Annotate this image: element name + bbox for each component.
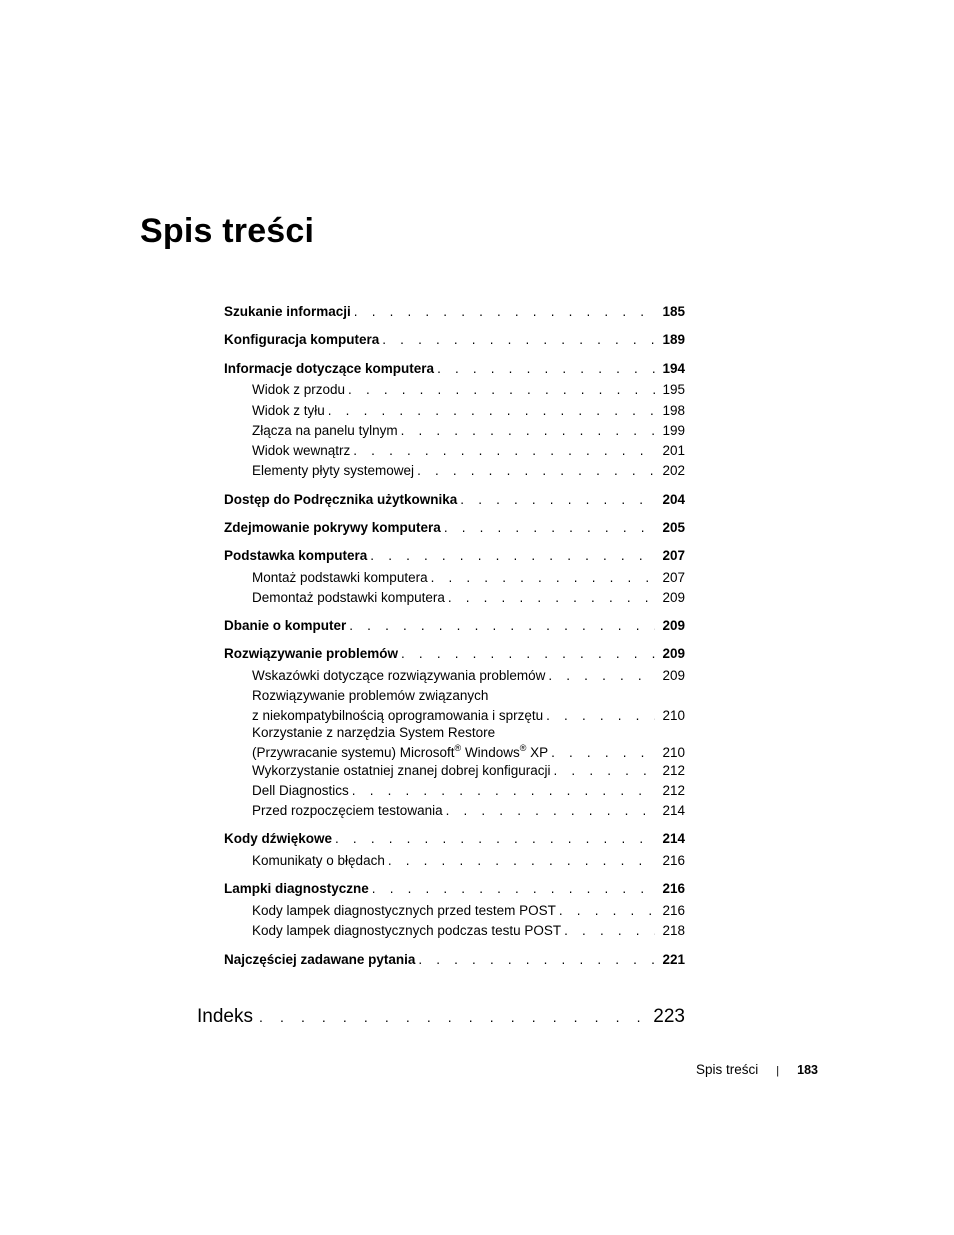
toc-entry-rozwiazywanie-problemow[interactable] [224, 644, 685, 664]
toc-entry-title: Widok z tyłu [252, 403, 325, 418]
dot-leader [372, 879, 655, 899]
dot-leader [401, 421, 655, 441]
toc-entry-title: Informacje dotyczące komputera [224, 361, 435, 376]
toc-entry-page: 214 [662, 831, 685, 846]
toc-entry-page: 207 [662, 548, 685, 563]
toc-entry-title: Lampki diagnostyczne [224, 881, 369, 896]
page-title: Spis treści [140, 212, 315, 250]
toc-entry-title: Widok wewnątrz [252, 443, 351, 458]
dot-leader [448, 588, 655, 608]
toc-entry-page: 198 [662, 403, 685, 418]
toc-entry-title-line2: z niekompatybilnością oprogramowania i sprzętu [252, 708, 544, 723]
toc-entry-title-line2 [252, 743, 548, 763]
dot-leader [564, 921, 655, 941]
toc-entry-title: Wskazówki dotyczące rozwiązywania problemów [252, 668, 546, 683]
dot-leader [554, 761, 655, 781]
dot-leader [352, 781, 655, 801]
toc-entry-title: Dell Diagnostics [252, 783, 349, 798]
dot-leader [335, 829, 655, 849]
toc-entry-dostep-do-podrecznika[interactable] [224, 490, 685, 510]
toc-entry-indeks[interactable] [197, 1003, 685, 1031]
toc-entry-system-restore[interactable] [252, 723, 685, 763]
title-part: (Przywracanie systemu) Microsoft [252, 745, 455, 760]
toc-entry-title: Podstawka komputera [224, 548, 368, 563]
toc-entry-title: Szukanie informacji [224, 304, 351, 319]
title-part: Windows [461, 745, 520, 760]
toc-entry-widok-wewnatrz[interactable] [252, 441, 685, 461]
toc-entry-title: Komunikaty o błędach [252, 853, 385, 868]
dot-leader [353, 441, 655, 461]
toc-entry-title: Przed rozpoczęciem testowania [252, 803, 443, 818]
toc-entry-page: 210 [662, 708, 685, 723]
toc-entry-page: 205 [662, 520, 685, 535]
toc-entry-ostatnia-dobra-konfiguracja[interactable] [252, 761, 685, 781]
dot-leader [444, 518, 655, 538]
toc-entry-przed-rozpoczeciem[interactable] [252, 801, 685, 821]
toc-entry-montaz-podstawki[interactable] [252, 568, 685, 588]
toc-entry-page: 185 [662, 304, 685, 319]
registered-mark: ® [519, 743, 527, 753]
toc-entry-informacje-dotyczace-komputera[interactable] [224, 359, 685, 379]
dot-leader [437, 359, 655, 379]
footer-page-number: 183 [797, 1063, 818, 1077]
dot-leader [446, 801, 655, 821]
toc-entry-najczesciej-zadawane-pytania[interactable] [224, 950, 685, 970]
toc-entry-title: Dbanie o komputer [224, 618, 347, 633]
toc-entry-title: Zdejmowanie pokrywy komputera [224, 520, 441, 535]
toc-entry-page: 204 [662, 492, 685, 507]
toc-entry-podstawka-komputera[interactable] [224, 546, 685, 566]
toc-entry-title: Wykorzystanie ostatniej znanej dobrej konfiguracji [252, 763, 551, 778]
dot-leader [348, 380, 655, 400]
toc-entry-page: 216 [662, 881, 685, 896]
dot-leader [548, 666, 655, 686]
toc-entry-lampki-diagnostyczne[interactable] [224, 879, 685, 899]
toc-entry-demontaz-podstawki[interactable] [252, 588, 685, 608]
toc-entry-title: Widok z przodu [252, 382, 346, 397]
toc-entry-title: Elementy płyty systemowej [252, 463, 415, 478]
toc-entry-zdejmowanie-pokrywy[interactable] [224, 518, 685, 538]
page-footer [696, 1061, 818, 1080]
dot-leader [370, 546, 655, 566]
dot-leader [354, 302, 655, 322]
toc-entry-page: 216 [662, 903, 685, 918]
toc-entry-page: 202 [662, 463, 685, 478]
toc-entry-niekompatybilnosc[interactable] [252, 686, 685, 726]
toc-entry-zlacza-na-panelu-tylnym[interactable] [252, 421, 685, 441]
toc-entry-title: Złącza na panelu tylnym [252, 423, 398, 438]
footer-separator: | [776, 1065, 780, 1077]
toc-entry-title-line1: Rozwiązywanie problemów związanych [252, 688, 489, 703]
toc-entry-title: Montaż podstawki komputera [252, 570, 428, 585]
dot-leader [460, 490, 655, 510]
footer-section-title: Spis treści [696, 1062, 759, 1077]
toc-entry-title: Rozwiązywanie problemów [224, 646, 399, 661]
toc-entry-elementy-plyty-systemowej[interactable] [252, 461, 685, 481]
dot-leader [388, 851, 655, 871]
toc-entry-page: 194 [662, 361, 685, 376]
toc-entry-widok-z-tylu[interactable] [252, 401, 685, 421]
toc-entry-page: 199 [662, 423, 685, 438]
toc-entry-page: 207 [662, 570, 685, 585]
toc-entry-page: 209 [662, 668, 685, 683]
toc-entry-page: 216 [662, 853, 685, 868]
toc-entry-page: 189 [662, 332, 685, 347]
toc-entry-wskazowki[interactable] [252, 666, 685, 686]
registered-mark: ® [454, 743, 462, 753]
toc-entry-title: Konfiguracja komputera [224, 332, 380, 347]
toc-entry-page: 214 [662, 803, 685, 818]
toc-entry-title: Kody lampek diagnostycznych przed testem POST [252, 903, 556, 918]
toc-entry-page: 212 [662, 783, 685, 798]
toc-entry-kody-lampek-podczas-post[interactable] [252, 921, 685, 941]
toc-entry-szukanie-informacji[interactable] [224, 302, 685, 322]
toc-entry-title-line1: Korzystanie z narzędzia System Restore [252, 725, 496, 740]
dot-leader [418, 950, 655, 970]
toc-entry-page: 209 [662, 646, 685, 661]
toc-entry-page: 212 [662, 763, 685, 778]
dot-leader [382, 330, 655, 350]
dot-leader [431, 568, 655, 588]
dot-leader [328, 401, 655, 421]
dot-leader [401, 644, 655, 664]
toc-entry-title: Indeks [197, 1006, 253, 1027]
toc-entry-dell-diagnostics[interactable] [252, 781, 685, 801]
toc-entry-komunikaty-o-bledach[interactable] [252, 851, 685, 871]
toc-entry-konfiguracja-komputera[interactable] [224, 330, 685, 350]
toc-entry-page: 221 [662, 952, 685, 967]
toc-entry-title: Kody lampek diagnostycznych podczas testu POST [252, 923, 562, 938]
toc-entry-title: Najczęściej zadawane pytania [224, 952, 416, 967]
dot-leader [259, 1003, 645, 1031]
toc-entry-page: 201 [662, 443, 685, 458]
toc-entry-kody-dzwiekowe[interactable] [224, 829, 685, 849]
dot-leader [551, 743, 655, 763]
toc-entry-title: Demontaż podstawki komputera [252, 590, 445, 605]
toc-entry-widok-z-przodu[interactable] [252, 380, 685, 400]
toc-entry-page: 209 [662, 590, 685, 605]
toc-entry-title: Kody dźwiękowe [224, 831, 333, 846]
title-part: XP [526, 745, 549, 760]
toc-entry-page: 218 [662, 923, 685, 938]
toc-entry-page: 223 [653, 1006, 685, 1027]
toc-entry-page: 209 [662, 618, 685, 633]
toc-entry-page: 195 [662, 382, 685, 397]
dot-leader [559, 901, 655, 921]
dot-leader [417, 461, 655, 481]
dot-leader [349, 616, 655, 636]
toc-entry-title: Dostęp do Podręcznika użytkownika [224, 492, 458, 507]
toc-entry-page: 210 [662, 745, 685, 760]
toc-entry-dbanie-o-komputer[interactable] [224, 616, 685, 636]
toc-entry-kody-lampek-przed-post[interactable] [252, 901, 685, 921]
